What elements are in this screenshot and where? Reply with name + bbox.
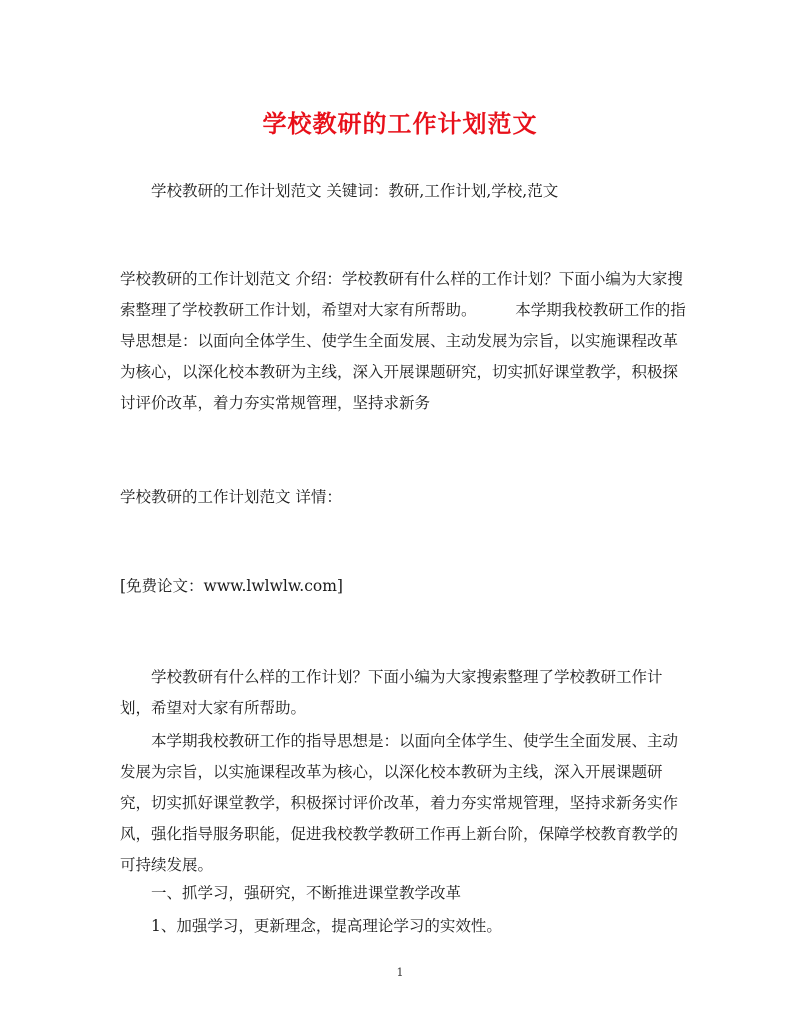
document-title: 学校教研的工作计划范文 [262, 109, 538, 138]
page-number: 1 [396, 966, 404, 979]
detail-label: 学校教研的工作计划范文 详情： [120, 488, 342, 506]
intro-paragraph: 学校教研的工作计划范文 介绍：学校教研有什么样的工作计划？下面小编为大家搜索整理了学校教研工作计划，希望对大家有所帮助。 本学期我校教研工作的指导思想是：以面向全体学生、使学生全面发展、主动发展为宗旨，以实施课程改革为核心，以深化校本教研为主线，深入开展课题研究，切实抓好课堂教学，积极探讨评价改革，着力夯实常规管理，坚持求新务 [120, 270, 686, 412]
keywords-line: 学校教研的工作计划范文 关键词：教研,工作计划,学校,范文 [151, 182, 559, 200]
body-paragraph: 本学期我校教研工作的指导思想是：以面向全体学生、使学生全面发展、主动发展为宗旨，以实施课程改革为核心，以深化校本教研为主线，深入开展课题研究，切实抓好课堂教学，积极探讨评价改革，着力夯实常规管理，坚持求新务实作风，强化指导服务职能，促进我校教学教研工作再上新台阶，保障学校教育教学的可持续发展。 [120, 732, 679, 874]
section-heading: 一、抓学习，强研究，不断推进课堂教学改革 [151, 884, 462, 902]
subsection-heading: 1、加强学习，更新理念，提高理论学习的实效性。 [151, 917, 502, 935]
free-paper-link: [免费论文：www.lwlwlw.com] [120, 577, 343, 595]
body-paragraph: 学校教研有什么样的工作计划？下面小编为大家搜索整理了学校教研工作计划，希望对大家有所帮助。 [120, 668, 663, 717]
